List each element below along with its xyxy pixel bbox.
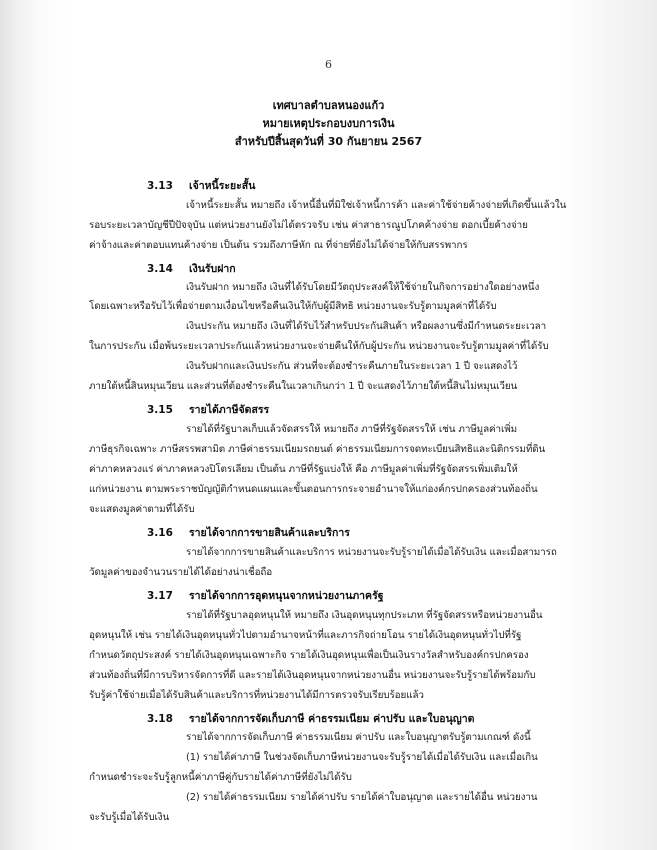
paragraph-line: เงินรับฝากและเงินประกัน ส่วนที่จะต้องชำระคืนภายในระยะเวลา 1 ปี จะแสดงไว้: [186, 361, 518, 372]
paragraph-line: กำหนดชำระจะรับรู้ลูกหนี้ค่าภาษีคู่กับรายได้ค่าภาษีที่ยังไม่ได้รับ: [89, 772, 352, 783]
section-title: รายได้ภาษีจัดสรร: [189, 404, 270, 416]
paragraph-line: รายได้จากการขายสินค้าและบริการ หน่วยงานจะรับรู้รายได้เมื่อได้รับเงิน และเมื่อสามารถ: [186, 547, 557, 558]
paragraph-line: ค่าจ้างและค่าตอบแทนค้างจ่าย เป็นต้น รวมถึงภาษีหัก ณ ที่จ่ายที่ยังไม่ได้จ่ายให้กับสรรพากร: [89, 240, 468, 251]
section-title: เจ้าหนี้ระยะสั้น: [189, 180, 256, 192]
paragraph-line: ค่าภาคหลวงแร่ ค่าภาคหลวงปิโตรเลียม เป็นต้น ภาษีที่รัฐแบ่งให้ คือ ภาษีมูลค่าเพิ่มที่รัฐจัดสรรเพิ่มเติมให้: [89, 464, 518, 475]
paragraph-line: (1) รายได้ค่าภาษี ในช่วงจัดเก็บภาษีหน่วยงานจะรับรู้รายได้เมื่อได้รับเงิน และเมื่อเกิน: [186, 752, 538, 763]
header-document-title: หมายเหตุประกอบงบการเงิน: [262, 117, 395, 130]
section-number: 3.13: [147, 180, 173, 192]
section-3-18-heading: [147, 710, 474, 727]
section-number: 3.14: [147, 263, 173, 275]
paragraph-line: อุดหนุนให้ เช่น รายได้เงินอุดหนุนทั่วไปตามอำนาจหน้าที่และภารกิจถ่ายโอน รายได้เงินอุดหนุนทั่วไปที่รัฐ: [89, 630, 522, 641]
paragraph-line: เจ้าหนี้ระยะสั้น หมายถึง เจ้าหนี้อื่นที่มิใช่เจ้าหนี้การค้า และค่าใช้จ่ายค้างจ่ายที่เกิดขึ้นแล้วใน: [186, 200, 567, 211]
section-3-16-heading: [147, 524, 350, 541]
section-title: รายได้จากการอุดหนุนจากหน่วยงานภาครัฐ: [189, 590, 384, 602]
section-number: 3.16: [147, 527, 173, 539]
header-organization: เทศบาลตำบลหนองแก้ว: [272, 99, 385, 112]
paragraph-line: รอบระยะเวลาบัญชีปีปัจจุบัน แต่หน่วยงานยังไม่ได้ตรวจรับ เช่น ค่าสาธารณูปโภคค้างจ่าย ดอกเบี้ยค้างจ่าย: [89, 220, 528, 231]
paragraph-line: จะแสดงมูลค่าตามที่ได้รับ: [89, 504, 195, 515]
paragraph-line: เงินประกัน หมายถึง เงินที่ได้รับไว้สำหรับประกันสินค้า หรือผลงานซึ่งมีกำหนดระยะเวลา: [186, 321, 547, 332]
paragraph-line: ส่วนท้องถิ่นที่มีการบริหารจัดการที่ดี และรายได้เงินอุดหนุนจากหน่วยงานอื่น หน่วยงานจะรับรู้รายได้พร้อมกับ: [89, 670, 536, 681]
section-3-17-heading: [147, 587, 384, 604]
paragraph-line: รายได้จากการจัดเก็บภาษี ค่าธรรมเนียม ค่าปรับ และใบอนุญาตรับรู้ตามเกณฑ์ ดังนี้: [186, 732, 531, 743]
paragraph-line: วัดมูลค่าของจำนวนรายได้ได้อย่างน่าเชื่อถือ: [89, 567, 273, 578]
paragraph-line: ภายใต้หนี้สินหมุนเวียน และส่วนที่ต้องชำระคืนในเวลาเกินกว่า 1 ปี จะแสดงไว้ภายใต้หนี้สินไม่หมุนเวียน: [89, 381, 518, 392]
section-title: รายได้จากการจัดเก็บภาษี ค่าธรรมเนียม ค่าปรับ และใบอนุญาต: [189, 713, 475, 725]
paragraph-line: แก่หน่วยงาน ตามพระราชบัญญัติกำหนดแผนและขั้นตอนการกระจายอำนาจให้แก่องค์กรปกครองส่วนท้องถิ่น: [89, 484, 538, 495]
section-3-13-heading: [147, 177, 255, 194]
paragraph-line: กำหนดวัตถุประสงค์ รายได้เงินอุดหนุนเฉพาะกิจ รายได้เงินอุดหนุนเพื่อเป็นเงินรางวัลสำหรับองค์กรปกครอง: [89, 650, 529, 661]
section-title: รายได้จากการขายสินค้าและบริการ: [189, 527, 350, 539]
paragraph-line: ในการประกัน เมื่อพ้นระยะเวลาประกันแล้วหน่วยงานจะจ่ายคืนให้กับผู้ประกัน หน่วยงานจะรับรู้ตามมูลค่าที่ได้รับ: [89, 341, 549, 352]
section-title: เงินรับฝาก: [189, 263, 236, 275]
paragraph-line: เงินรับฝาก หมายถึง เงินที่ได้รับโดยมีวัตถุประสงค์ให้ใช้จ่ายในกิจการอย่างใดอย่างหนึ่ง: [186, 282, 540, 293]
section-number: 3.17: [147, 590, 173, 602]
paragraph-line: รายได้ที่รัฐบาลเก็บแล้วจัดสรรให้ หมายถึง ภาษีที่รัฐจัดสรรให้ เช่น ภาษีมูลค่าเพิ่ม: [186, 424, 518, 435]
paragraph-line: รายได้ที่รัฐบาลอุดหนุนให้ หมายถึง เงินอุดหนุนทุกประเภท ที่รัฐจัดสรรหรือหน่วยงานอื่น: [186, 610, 543, 621]
section-number: 3.18: [147, 713, 173, 725]
paragraph-line: รับรู้ค่าใช้จ่ายเมื่อได้รับสินค้าและบริการที่หน่วยงานได้มีการตรวจรับเรียบร้อยแล้ว: [89, 690, 424, 701]
paragraph-line: ภาษีธุรกิจเฉพาะ ภาษีสรรพสามิต ภาษีค่าธรรมเนียมรถยนต์ ค่าธรรมเนียมการจดทะเบียนสิทธิและนิติกรรมที่ดิน: [89, 444, 546, 455]
header-period: สำหรับปีสิ้นสุดวันที่ 30 กันยายน 2567: [234, 135, 423, 148]
paragraph-line: (2) รายได้ค่าธรรมเนียม รายได้ค่าปรับ รายได้ค่าใบอนุญาต และรายได้อื่น หน่วยงาน: [186, 792, 538, 803]
paragraph-line: โดยเฉพาะหรือรับไว้เพื่อจ่ายตามเงื่อนไขหรือคืนเงินให้กับผู้มีสิทธิ หน่วยงานจะรับรู้ตามมูลค่าที่ได้รับ: [89, 301, 497, 312]
section-number: 3.15: [147, 404, 173, 416]
section-3-15-heading: [147, 401, 269, 418]
page-number: 6: [325, 58, 332, 71]
paragraph-line: จะรับรู้เมื่อได้รับเงิน: [89, 812, 170, 823]
section-3-14-heading: [147, 260, 236, 277]
